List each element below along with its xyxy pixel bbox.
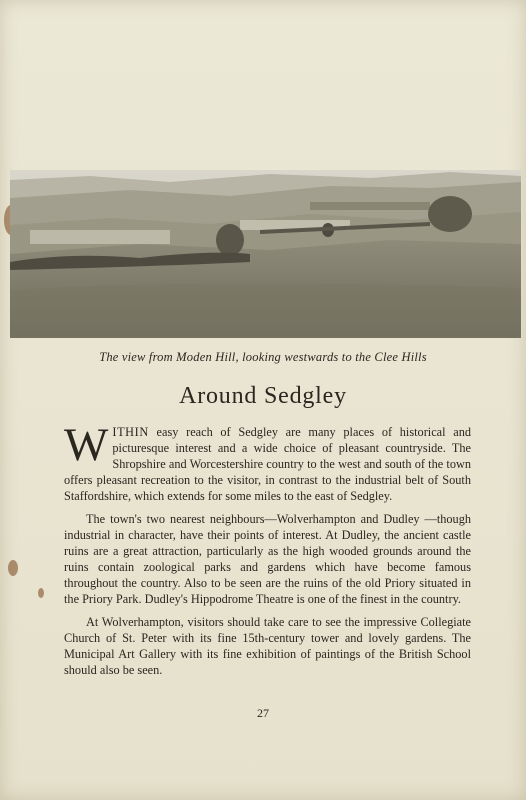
page-title: Around Sedgley bbox=[179, 383, 347, 409]
paragraph-dudley: The town's two nearest neighbours—Wolverhampton and Dudley —though industrial in character, have their points of interest. At Dudley, the ancient castle ruins are a great attraction, particularly as the high wooded grounds around the ruins contain zoological parks and gardens which have become famous throughout the country. Also to be seen are the ruins of the old Priory situated in the Priory Park. Dudley's Hippodrome Theatre is one of the finest in the country. bbox=[64, 512, 471, 606]
intro-text: easy reach of Sedgley are many places of historical and picturesque interest and a wide choice of pleasant countryside. The Shropshire and Worcestershire country to the west and south of the town offers pleasant recreation to the visitor, in contrast to the industrial belt of South Staffordshire, which extends for some miles to the east of Sedgley. bbox=[64, 425, 471, 503]
drop-cap: W bbox=[64, 419, 109, 471]
paragraph-wolverhampton: At Wolverhampton, visitors should take care to see the impressive Collegiate Church of St. Peter with its fine 15th-century tower and lovely gardens. The Municipal Art Gallery with its fine exhibition of paintings of the British School should also be seen. bbox=[64, 615, 471, 677]
page-number: 27 bbox=[257, 706, 269, 720]
page-stain bbox=[38, 588, 44, 598]
page-stain bbox=[8, 560, 18, 576]
landscape-photo bbox=[10, 170, 521, 338]
photo-caption: The view from Moden Hill, looking westwards to the Clee Hills bbox=[99, 350, 427, 364]
lead-word: ITHIN bbox=[112, 425, 149, 439]
article-body bbox=[64, 419, 471, 685]
intro-paragraph bbox=[64, 419, 471, 504]
